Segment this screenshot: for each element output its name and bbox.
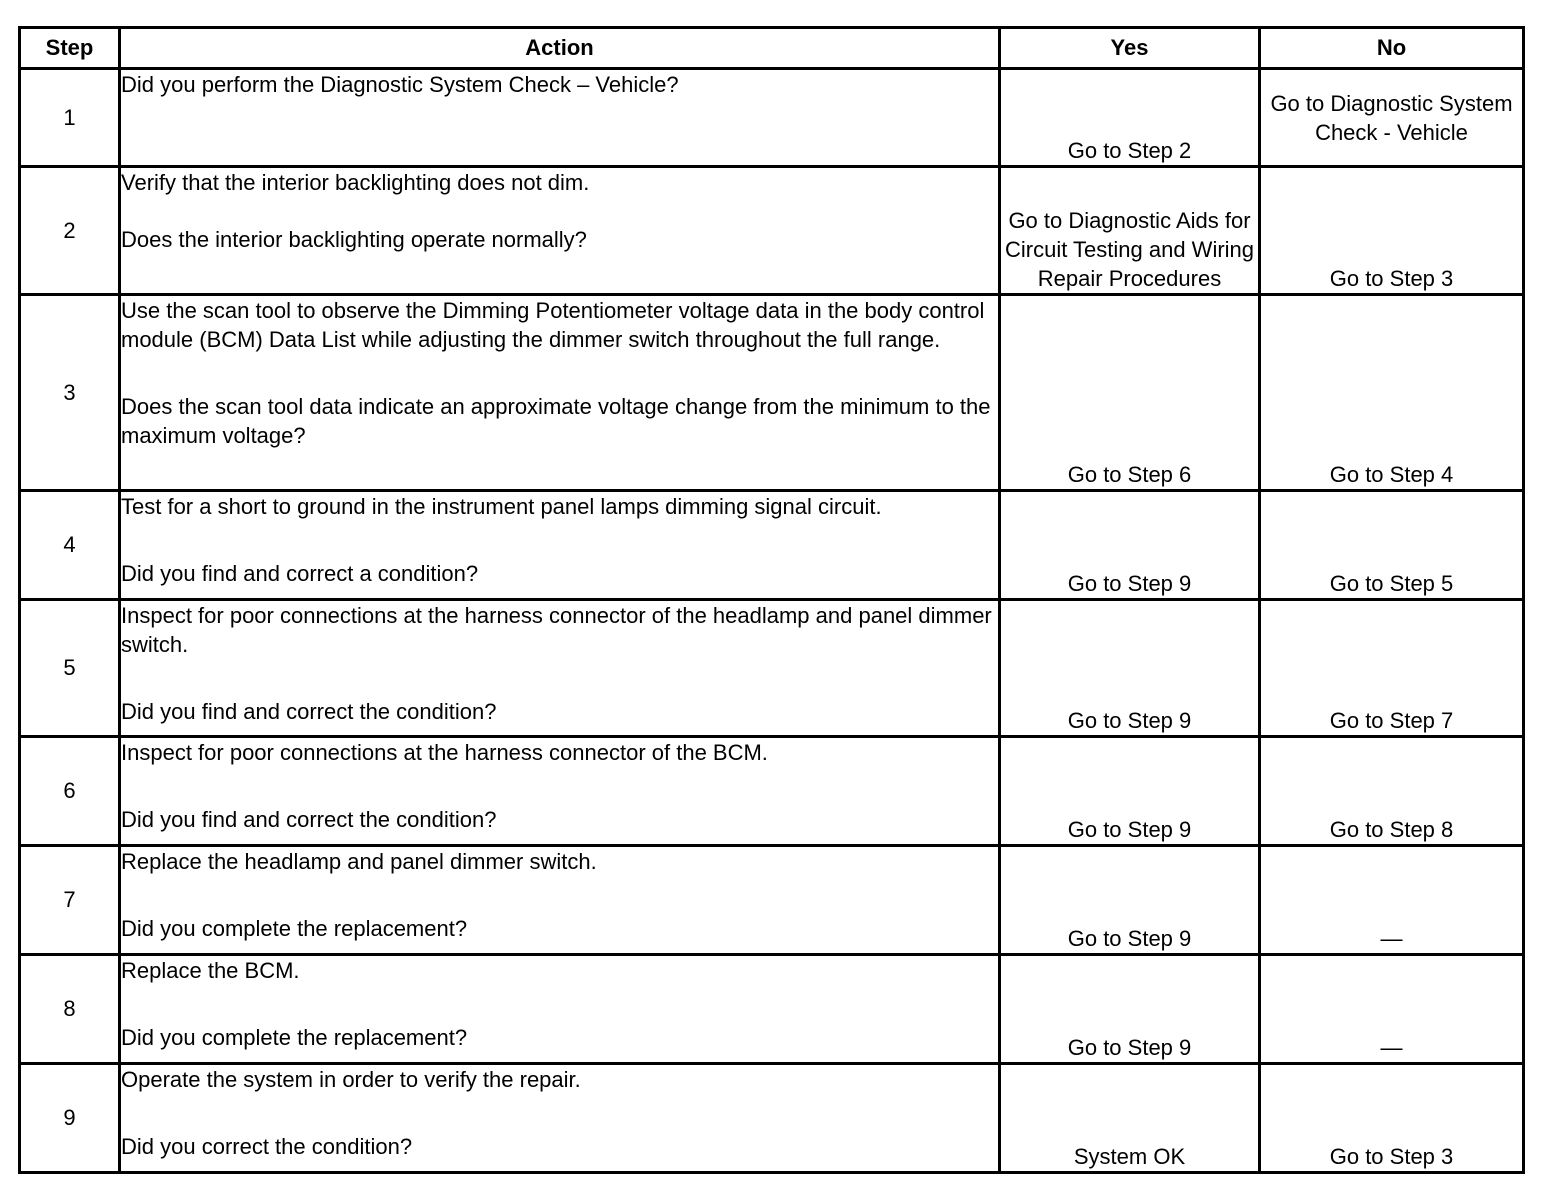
no-cell: — — [1260, 846, 1524, 955]
action-question: Did you find and correct the condition? — [121, 699, 497, 724]
action-question: Did you find and correct the condition? — [121, 807, 497, 832]
table-row — [20, 295, 1524, 491]
action-question: Did you find and correct a condition? — [121, 561, 479, 586]
action-question: Did you correct the condition? — [121, 1134, 413, 1159]
header-yes: Yes — [1000, 28, 1260, 69]
action-cell — [120, 846, 1000, 955]
action-question: Did you complete the replacement? — [121, 1025, 468, 1050]
action-cell — [120, 69, 1000, 167]
step-number: 8 — [20, 955, 120, 1064]
no-cell: Go to Step 3 — [1260, 1064, 1524, 1173]
header-no: No — [1260, 28, 1524, 69]
action-cell — [120, 295, 1000, 491]
step-number: 5 — [20, 600, 120, 737]
action-question: Does the scan tool data indicate an approximate voltage change from the minimum to the maximum voltage? — [121, 394, 991, 448]
table-row — [20, 600, 1524, 737]
yes-cell: Go to Step 9 — [1000, 737, 1260, 846]
yes-cell: Go to Step 9 — [1000, 846, 1260, 955]
action-text: Verify that the interior backlighting does not dim. — [121, 170, 590, 195]
action-cell — [120, 737, 1000, 846]
yes-cell: Go to Step 9 — [1000, 600, 1260, 737]
action-text: Operate the system in order to verify the repair. — [121, 1067, 581, 1092]
table-row — [20, 955, 1524, 1064]
action-cell — [120, 955, 1000, 1064]
no-cell: Go to Step 7 — [1260, 600, 1524, 737]
diagnostic-table — [18, 26, 1525, 1174]
step-number: 3 — [20, 295, 120, 491]
action-text: Did you perform the Diagnostic System Check – Vehicle? — [121, 72, 679, 97]
header-action: Action — [120, 28, 1000, 69]
action-text: Inspect for poor connections at the harness connector of the BCM. — [121, 740, 768, 765]
action-cell — [120, 600, 1000, 737]
table-row — [20, 167, 1524, 295]
no-cell: Go to Step 5 — [1260, 491, 1524, 600]
action-cell — [120, 1064, 1000, 1173]
action-text: Use the scan tool to observe the Dimming Potentiometer voltage data in the body control module (BCM) Data List while adjusting the dimmer switch throughout the full range. — [121, 298, 985, 352]
action-text: Replace the BCM. — [121, 958, 300, 983]
yes-cell: Go to Step 9 — [1000, 491, 1260, 600]
header-step: Step — [20, 28, 120, 69]
action-text: Test for a short to ground in the instrument panel lamps dimming signal circuit. — [121, 494, 882, 519]
action-text: Replace the headlamp and panel dimmer switch. — [121, 849, 597, 874]
yes-cell: Go to Diagnostic Aids for Circuit Testing and Wiring Repair Procedures — [1000, 167, 1260, 295]
step-number: 2 — [20, 167, 120, 295]
step-number: 1 — [20, 69, 120, 167]
step-number: 6 — [20, 737, 120, 846]
action-text: Inspect for poor connections at the harness connector of the headlamp and panel dimmer switch. — [121, 603, 992, 657]
table-row — [20, 491, 1524, 600]
step-number: 4 — [20, 491, 120, 600]
no-cell: Go to Step 8 — [1260, 737, 1524, 846]
step-number: 9 — [20, 1064, 120, 1173]
yes-cell: Go to Step 2 — [1000, 69, 1260, 167]
table-row — [20, 846, 1524, 955]
no-cell: Go to Diagnostic System Check - Vehicle — [1260, 69, 1524, 167]
table-row — [20, 1064, 1524, 1173]
table-row — [20, 69, 1524, 167]
action-question: Does the interior backlighting operate normally? — [121, 227, 587, 252]
no-cell: — — [1260, 955, 1524, 1064]
step-number: 7 — [20, 846, 120, 955]
yes-cell: System OK — [1000, 1064, 1260, 1173]
no-cell: Go to Step 3 — [1260, 167, 1524, 295]
no-cell: Go to Step 4 — [1260, 295, 1524, 491]
action-cell — [120, 167, 1000, 295]
yes-cell: Go to Step 6 — [1000, 295, 1260, 491]
action-question: Did you complete the replacement? — [121, 916, 468, 941]
yes-cell: Go to Step 9 — [1000, 955, 1260, 1064]
table-row — [20, 737, 1524, 846]
header-row — [20, 28, 1524, 69]
action-cell — [120, 491, 1000, 600]
